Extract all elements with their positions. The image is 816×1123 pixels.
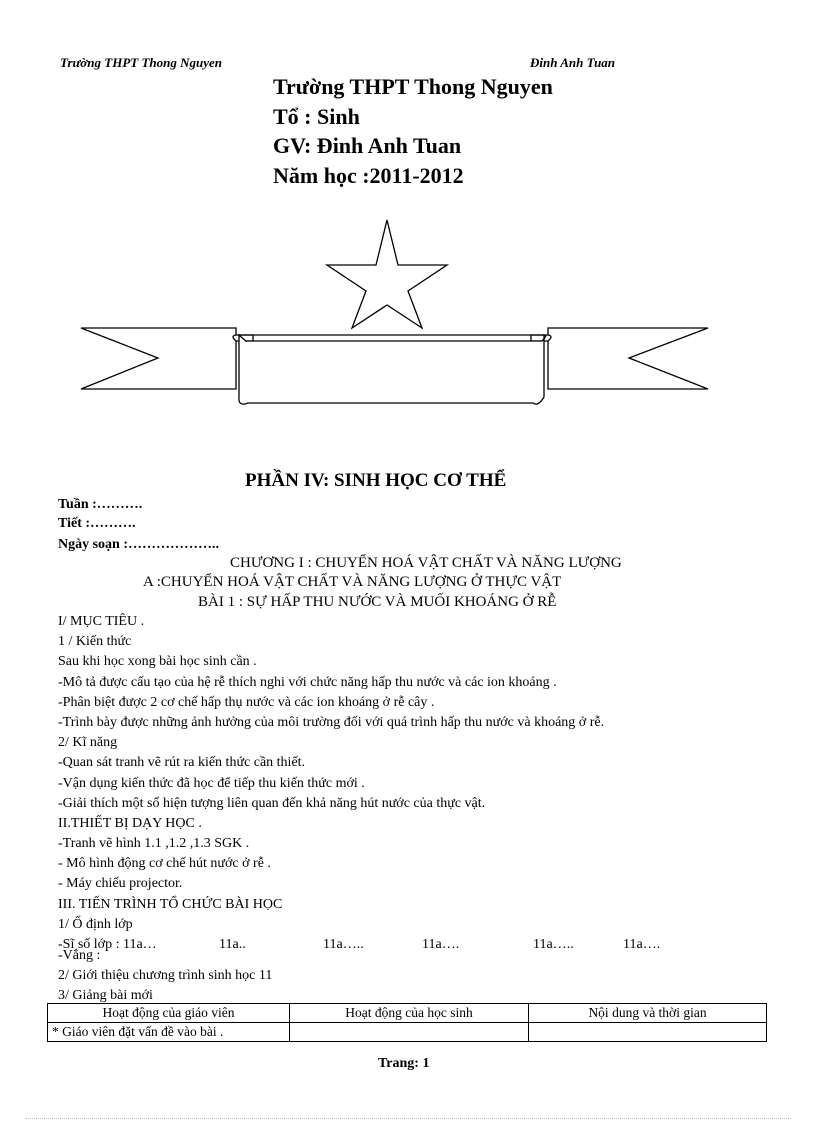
table-cell [290,1023,529,1042]
body-line: 2/ Giới thiệu chương trình sinh học 11 [58,968,273,984]
title-block [273,72,553,190]
body-line: 2/ Kĩ năng [58,735,118,751]
table-cell: * Giáo viên đặt vấn đề vào bài . [48,1023,290,1042]
body-line: II.THIẾT BỊ DẠY HỌC . [58,815,202,831]
subject-group: Tổ : Sinh [273,103,360,129]
chapter-heading: CHƯƠNG I : CHUYỂN HOÁ VẬT CHẤT VÀ NĂNG LƯỢNG [230,555,622,571]
ribbon-left-tail [81,328,236,389]
body-line: -Quan sát tranh vẽ rút ra kiến thức cần thiết. [58,755,306,771]
prep-date-line: Ngày soạn :……………….. [58,537,220,552]
table-header-row [48,1004,767,1023]
part-title: PHẦN IV: SINH HỌC CƠ THỂ [245,470,507,491]
table-row [48,1023,767,1042]
class-size-col: 11a….. [323,937,364,952]
school-name: Trường THPT Thong Nguyen [273,74,553,99]
page-bottom-divider [25,1118,791,1119]
body-line: -Trình bày được những ảnh hưởng của môi trường đối với quá trình hấp thu nước và khoáng ở rễ. [58,714,605,730]
body-line: 1 / Kiến thức [58,634,132,650]
class-size-col: 11a….. [533,937,574,952]
body-line: - Mô hình động cơ chế hút nước ở rễ . [58,856,271,872]
body-line: III. TIẾN TRÌNH TỔ CHỨC BÀI HỌC [58,896,283,912]
body-line: 1/ Ổ định lớp [58,916,133,932]
table-header: Hoạt động của học sinh [290,1004,529,1023]
class-size-label: -Sĩ số lớp : 11a… [58,937,157,952]
body-line: -Phân biệt được 2 cơ chế hấp thụ nước và các ion khoáng ở rễ cây . [58,694,435,710]
class-size-col: 11a…. [623,937,661,952]
table-cell [529,1023,767,1042]
week-line: Tuần :………. [58,497,143,512]
class-size-col: 11a…. [422,937,460,952]
body-line: I/ MỤC TIÊU . [58,614,145,629]
running-header-author: Đinh Anh Tuan [530,55,616,70]
ribbon-center-band [239,335,546,404]
teacher-name: GV: Đinh Anh Tuan [273,133,462,158]
table-header: Hoạt động của giáo viên [48,1004,290,1023]
lesson-body-2 [58,946,272,1007]
body-line: -Mô tả được cấu tạo của hệ rễ thích nghi với chức năng hấp thu nước và các ion khoáng . [58,674,557,690]
ribbon-right-tail [548,328,708,389]
class-size-col: 11a.. [219,937,246,952]
running-header-school: Trường THPT Thong Nguyen [60,55,222,70]
lesson-body [58,612,604,935]
page-number: Trang: 1 [378,1056,430,1071]
body-line: -Vận dụng kiến thức đã học để tiếp thu kiến thức mới . [58,775,365,791]
star-icon [327,220,447,328]
body-line: -Vắng : [58,948,101,963]
section-heading: A :CHUYỂN HOÁ VẬT CHẤT VÀ NĂNG LƯỢNG Ở THỰC VẬT [143,574,562,590]
body-line: -Tranh vẽ hình 1.1 ,1.2 ,1.3 SGK . [58,836,250,852]
activity-table [47,1003,767,1042]
lesson-heading: BÀI 1 : SỰ HẤP THU NƯỚC VÀ MUỐI KHOÁNG Ở RỄ [198,594,557,610]
school-year: Năm học :2011-2012 [273,162,464,188]
body-line: 3/ Giảng bài mới [58,988,153,1004]
period-line: Tiết :………. [58,516,136,531]
body-line: -Giải thích một số hiện tượng liên quan đến khả năng hút nước của thực vật. [58,795,486,811]
table-header: Nội dung và thời gian [529,1004,767,1023]
star-ribbon-banner [78,215,718,420]
body-line: - Máy chiếu projector. [58,876,183,892]
body-line: Sau khi học xong bài học sinh cần . [58,654,257,670]
